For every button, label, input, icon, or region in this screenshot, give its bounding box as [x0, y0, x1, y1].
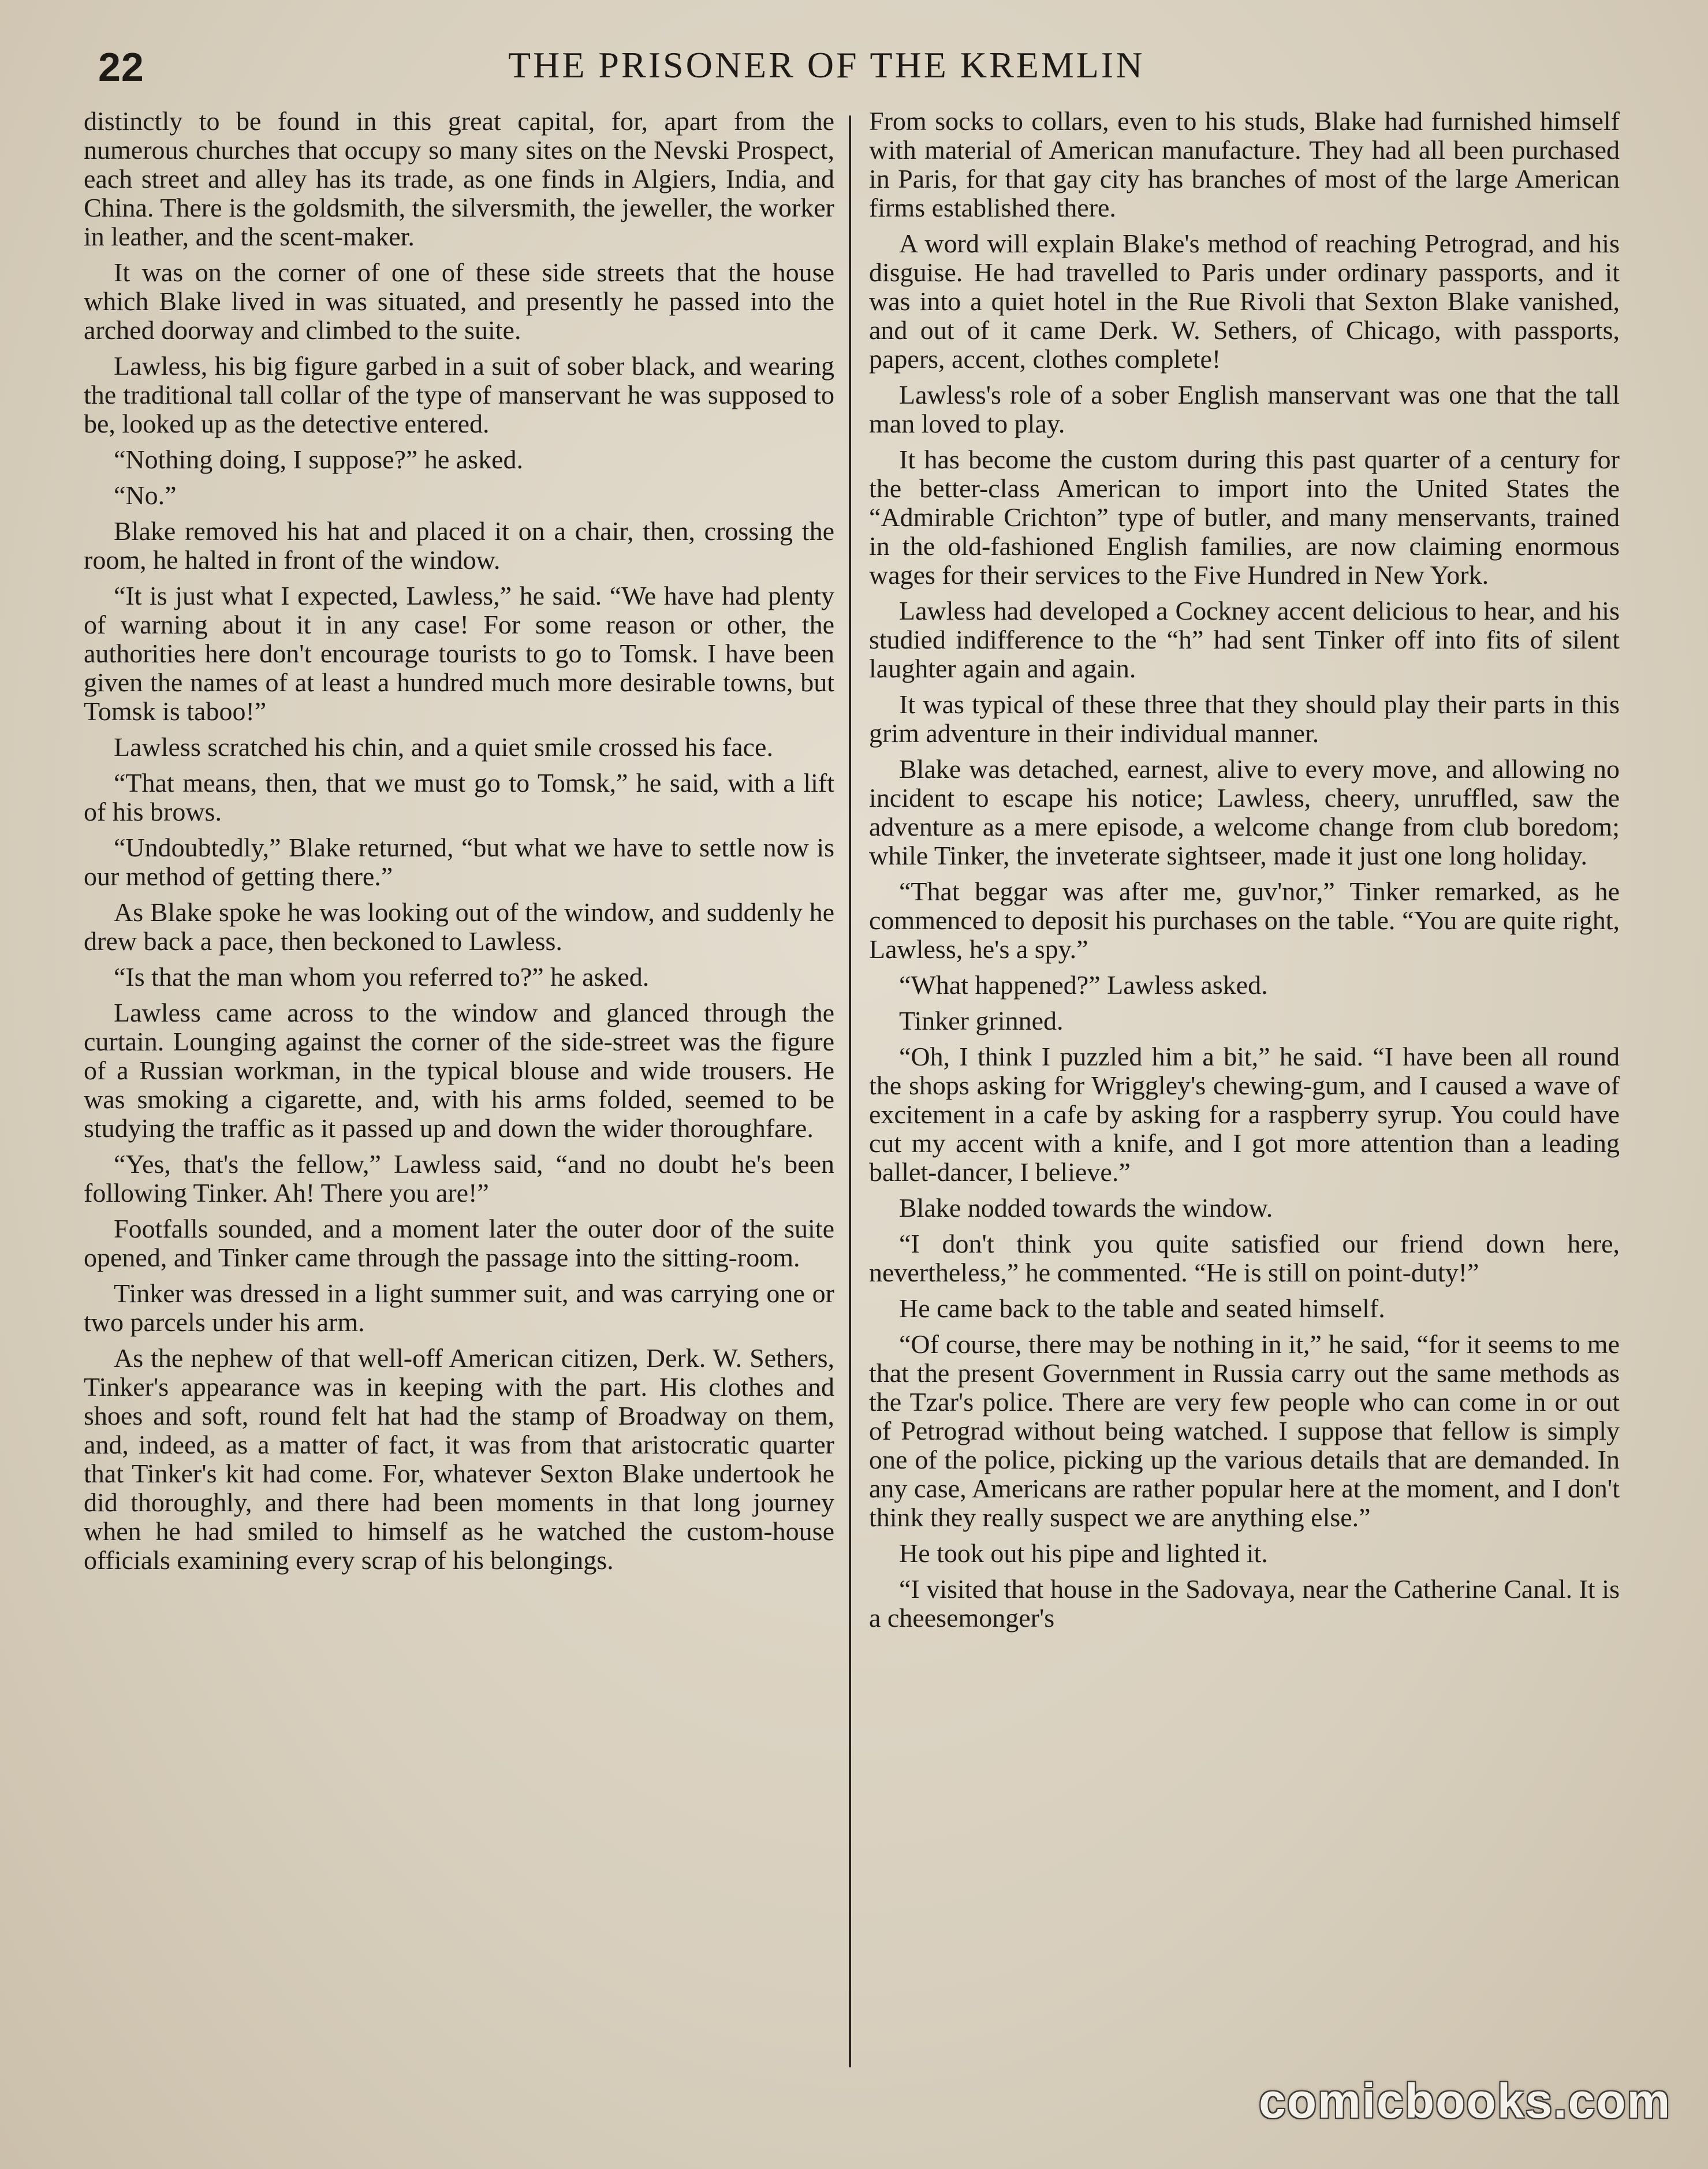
paragraph: Tinker grinned.	[899, 1006, 1064, 1035]
paragraph: “No.”	[114, 480, 177, 510]
paragraph: “Undoubtedly,” Blake returned, “but what we have to settle now is our method of getting there.”	[84, 833, 834, 891]
paragraph: “Is that the man whom you referred to?” he asked.	[114, 962, 650, 992]
paragraph: It has become the custom during this past quarter of a century for the better-class American to import into the United States the “Admirable Crichton” type of butler, and many menservants, trained in the old-fashioned English families, are now claiming enormous wages for their services to the Five Hundred in New York.	[869, 445, 1620, 590]
paragraph: Blake removed his hat and placed it on a chair, then, crossing the room, he halted in front of the window.	[84, 516, 834, 575]
paragraph: “Of course, there may be nothing in it,” he said, “for it seems to me that the present Government in Russia carry out the same methods as the Tzar's police. There are very few people who can come in or out of Petrograd without being watched. I suppose that fellow is simply one of the police, picking up the various details that are demanded. In any case, Americans are rather popular here at the moment, and I don't think they really suspect we are anything else.”	[869, 1329, 1620, 1532]
paragraph: Blake nodded towards the window.	[899, 1193, 1273, 1223]
paragraph: A word will explain Blake's method of reaching Petrograd, and his disguise. He had travelled to Paris under ordinary passports, and it was into a quiet hotel in the Rue Rivoli that Sexton Blake vanished, and out of it came Derk. W. Sethers, of Chicago, with passports, papers, accent, clothes complete!	[869, 229, 1620, 374]
paragraph: “What happened?” Lawless asked.	[899, 970, 1268, 1000]
paragraph: “That beggar was after me, guv'nor,” Tinker remarked, as he commenced to deposit his purchases on the table. “You are quite right, Lawless, he's a spy.”	[869, 877, 1620, 964]
paragraph: It was on the corner of one of these side streets that the house which Blake lived in was situated, and presently he passed into the arched doorway and climbed to the suite.	[84, 258, 834, 345]
running-head-title: THE PRISONER OF THE KREMLIN	[508, 44, 1145, 85]
paragraph: “Oh, I think I puzzled him a bit,” he said. “I have been all round the shops asking for Wriggley's chewing-gum, and I caused a wave of excitement in a cafe by asking for a raspberry syrup. You could have cut my accent with a knife, and I got more attention than a leading ballet-dancer, I believe.”	[869, 1042, 1620, 1187]
paragraph: Lawless came across to the window and glanced through the curtain. Lounging against the corner of the side-street was the figure of a Russian workman, in the typical blouse and wide trousers. He was smoking a cigarette, and, with his arms folded, seemed to be studying the traffic as it passed up and down the wider thoroughfare.	[84, 998, 834, 1143]
paragraph: “It is just what I expected, Lawless,” he said. “We have had plenty of warning about it in any case! For some reason or other, the authorities here don't encourage tourists to go to Tomsk. I have been given the names of at least a hundred much more desirable towns, but Tomsk is taboo!”	[84, 581, 834, 726]
paragraph: Tinker was dressed in a light summer suit, and was carrying one or two parcels under his arm.	[84, 1279, 834, 1337]
paragraph: Lawless had developed a Cockney accent delicious to hear, and his studied indifference to the “h” had sent Tinker off into fits of silent laughter again and again.	[869, 596, 1620, 683]
paragraph: “Yes, that's the fellow,” Lawless said, “and no doubt he's been following Tinker. Ah! There you are!”	[84, 1149, 834, 1208]
page-header	[98, 40, 1623, 98]
paragraph: Lawless scratched his chin, and a quiet smile crossed his face.	[114, 732, 773, 762]
page-number: 22	[98, 44, 144, 90]
paragraph: Lawless's role of a sober English manservant was one that the tall man loved to play.	[869, 380, 1620, 438]
paragraph: “I visited that house in the Sadovaya, near the Catherine Canal. It is a cheesemonger's	[869, 1574, 1620, 1633]
left-column	[84, 107, 834, 2070]
right-column	[869, 107, 1620, 2070]
watermark-logo: comicbooks.com	[1259, 2074, 1672, 2128]
paragraph: He came back to the table and seated himself.	[899, 1294, 1385, 1323]
paragraph: From socks to collars, even to his studs, Blake had furnished himself with material of American manufacture. They had all been purchased in Paris, for that gay city has branches of most of the large American firms established there.	[869, 107, 1620, 222]
paragraph: It was typical of these three that they should play their parts in this grim adventure in their individual manner.	[869, 690, 1620, 748]
paragraph: Blake was detached, earnest, alive to every move, and allowing no incident to escape his notice; Lawless, cheery, unruffled, saw the adventure as a mere episode, a welcome change from club boredom; while Tinker, the inveterate sightseer, made it just one long holiday.	[869, 754, 1620, 870]
paragraph: “That means, then, that we must go to Tomsk,” he said, with a lift of his brows.	[84, 768, 834, 826]
paragraph: As the nephew of that well-off American citizen, Derk. W. Sethers, Tinker's appearance was in keeping with the part. His clothes and shoes and soft, round felt hat had the stamp of Broadway on them, and, indeed, as a matter of fact, it was from that aristocratic quarter that Tinker's kit had come. For, whatever Sexton Blake undertook he did thoroughly, and there had been moments in that long journey when he had smiled to himself as he watched the custom-house officials examining every scrap of his belongings.	[84, 1343, 834, 1575]
paragraph: As Blake spoke he was looking out of the window, and suddenly he drew back a pace, then beckoned to Lawless.	[84, 897, 834, 956]
paragraph: distinctly to be found in this great capital, for, apart from the numerous churches that occupy so many sites on the Nevski Prospect, each street and alley has its trade, as one finds in Algiers, India, and China. There is the goldsmith, the silversmith, the jeweller, the worker in leather, and the scent-maker.	[84, 107, 834, 251]
paragraph: “I don't think you quite satisfied our friend down here, nevertheless,” he commented. “He is still on point-duty!”	[869, 1229, 1620, 1287]
column-divider	[849, 115, 851, 2067]
paragraph: “Nothing doing, I suppose?” he asked.	[114, 445, 524, 474]
paragraph: He took out his pipe and lighted it.	[899, 1538, 1268, 1568]
paragraph: Lawless, his big figure garbed in a suit of sober black, and wearing the traditional tall collar of the type of manservant he was supposed to be, looked up as the detective entered.	[84, 351, 834, 438]
paragraph: Footfalls sounded, and a moment later the outer door of the suite opened, and Tinker came through the passage into the sitting-room.	[84, 1214, 834, 1272]
